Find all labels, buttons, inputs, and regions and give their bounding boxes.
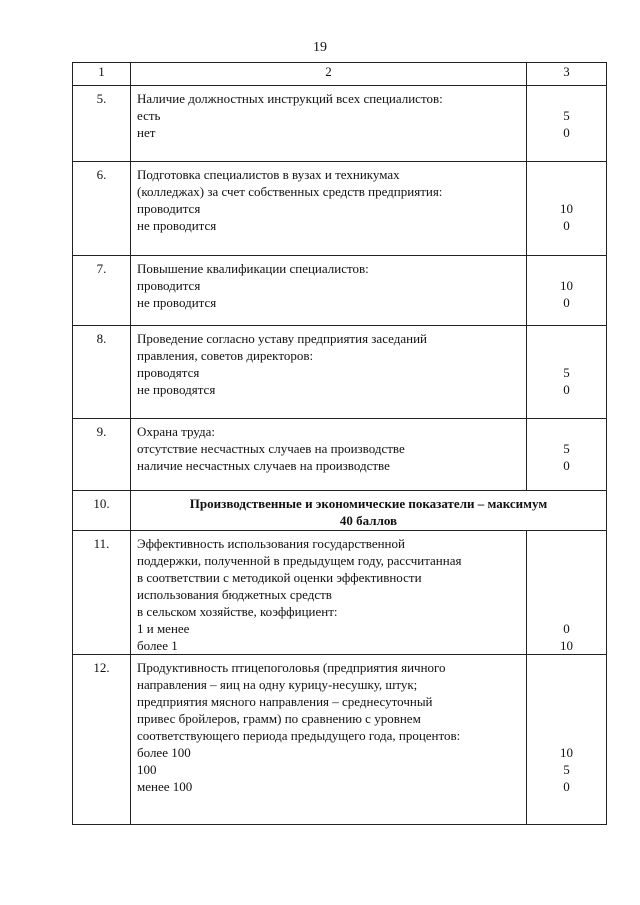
option-label: есть xyxy=(137,108,161,123)
section-heading xyxy=(131,491,607,531)
table-row xyxy=(73,655,607,825)
table-row xyxy=(73,162,607,256)
option-score: 10 xyxy=(560,745,573,760)
section-heading-line: 40 баллов xyxy=(339,513,398,528)
row-description xyxy=(131,326,527,419)
criterion-title-line: Подготовка специалистов в вузах и техникумах xyxy=(137,167,400,182)
page-number: 19 xyxy=(313,40,327,55)
table-row xyxy=(73,326,607,419)
option-label: отсутствие несчастных случаев на производстве xyxy=(137,441,405,456)
criterion-title-line: Продуктивность птицепоголовья (предприятия яичного xyxy=(137,660,446,675)
criterion-title: Охрана труда: xyxy=(137,424,215,439)
row-number: 5. xyxy=(73,86,131,162)
option-label: не проводится xyxy=(137,295,217,310)
option-score: 5 xyxy=(563,365,570,380)
row-description xyxy=(131,531,527,655)
criterion-title-line: предприятия мясного направления – среднесуточный xyxy=(137,694,433,709)
header-cell-col1: 1 xyxy=(73,63,131,86)
option-label: не проводится xyxy=(137,218,217,233)
option-score: 5 xyxy=(563,441,570,456)
row-number: 7. xyxy=(73,256,131,326)
option-score: 0 xyxy=(563,779,570,794)
option-label: 100 xyxy=(137,762,157,777)
option-score: 0 xyxy=(563,458,570,473)
table-row xyxy=(73,256,607,326)
option-label: наличие несчастных случаев на производстве xyxy=(137,458,390,473)
criterion-title-line: соответствующего периода предыдущего года, процентов: xyxy=(137,728,461,743)
option-score: 0 xyxy=(563,621,570,636)
row-number: 11. xyxy=(73,531,131,655)
criterion-title-line: в сельском хозяйстве, коэффициент: xyxy=(137,604,338,619)
row-number: 8. xyxy=(73,326,131,419)
option-label: проводятся xyxy=(137,365,200,380)
criterion-title-line: правления, советов директоров: xyxy=(137,348,314,363)
row-number: 6. xyxy=(73,162,131,256)
criterion-title-line: использования бюджетных средств xyxy=(137,587,332,602)
criterion-title-line: Эффективность использования государственной xyxy=(137,536,405,551)
header-cell-col3: 3 xyxy=(527,63,607,86)
option-score: 0 xyxy=(563,218,570,233)
row-score xyxy=(527,655,607,825)
criterion-title-line: привес бройлеров, грамм) по сравнению с уровнем xyxy=(137,711,421,726)
criterion-title-line: Проведение согласно уставу предприятия заседаний xyxy=(137,331,427,346)
row-description xyxy=(131,86,527,162)
criterion-title-line: (колледжах) за счет собственных средств предприятия: xyxy=(137,184,443,199)
option-score: 10 xyxy=(560,638,573,653)
row-description xyxy=(131,256,527,326)
section-row xyxy=(73,491,607,531)
option-score: 10 xyxy=(560,278,573,293)
option-label: проводится xyxy=(137,201,201,216)
header-cell-col2: 2 xyxy=(131,63,527,86)
criterion-title: Повышение квалификации специалистов: xyxy=(137,261,369,276)
section-heading-line: Производственные и экономические показатели – максимум xyxy=(189,496,548,511)
option-score: 5 xyxy=(563,108,570,123)
table-row xyxy=(73,531,607,655)
option-label: более 100 xyxy=(137,745,191,760)
option-label: проводится xyxy=(137,278,201,293)
row-description xyxy=(131,419,527,491)
option-score: 0 xyxy=(563,295,570,310)
option-score: 10 xyxy=(560,201,573,216)
row-score xyxy=(527,86,607,162)
row-description xyxy=(131,162,527,256)
option-label: менее 100 xyxy=(137,779,193,794)
row-number: 12. xyxy=(73,655,131,825)
criterion-title-line: в соответствии с методикой оценки эффективности xyxy=(137,570,422,585)
criterion-title-line: направления – яиц на одну курицу-несушку, штук; xyxy=(137,677,418,692)
row-number: 10. xyxy=(73,491,131,531)
row-score xyxy=(527,419,607,491)
option-label: более 1 xyxy=(137,638,178,653)
table-row xyxy=(73,86,607,162)
option-score: 0 xyxy=(563,382,570,397)
option-label: не проводятся xyxy=(137,382,216,397)
option-label: 1 и менее xyxy=(137,621,190,636)
table-header-row xyxy=(73,63,607,86)
criteria-table xyxy=(72,62,607,825)
row-score xyxy=(527,326,607,419)
table-row xyxy=(73,419,607,491)
row-description xyxy=(131,655,527,825)
criterion-title-line: поддержки, полученной в предыдущем году, рассчитанная xyxy=(137,553,462,568)
row-score xyxy=(527,256,607,326)
row-score xyxy=(527,162,607,256)
row-score xyxy=(527,531,607,655)
criterion-title: Наличие должностных инструкций всех специалистов: xyxy=(137,91,443,106)
option-label: нет xyxy=(137,125,156,140)
option-score: 0 xyxy=(563,125,570,140)
row-number: 9. xyxy=(73,419,131,491)
option-score: 5 xyxy=(563,762,570,777)
